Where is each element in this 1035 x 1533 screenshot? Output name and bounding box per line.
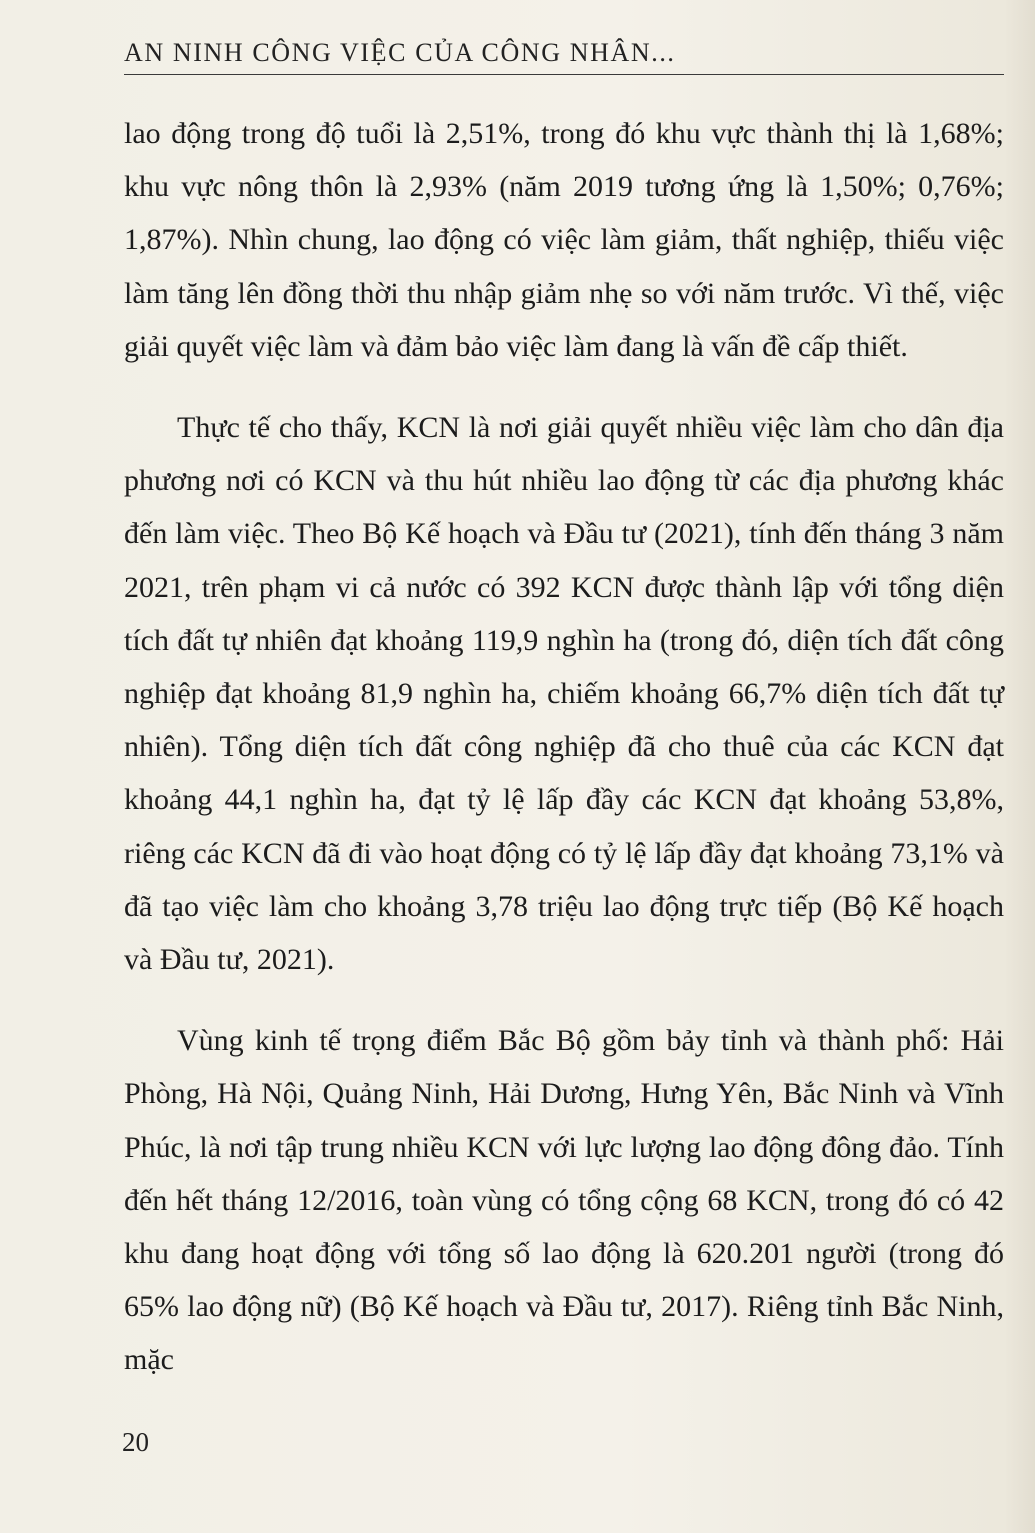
paragraph-continuation: lao động trong độ tuổi là 2,51%, trong đó khu vực thành thị là 1,68%; khu vực nông thôn là 2,93% (năm 2019 tương ứng là 1,50%; 0,76%; 1,87%). Nhìn chung, lao động có việc làm giảm, thất nghiệp, thiếu việc làm tăng lên đồng thời thu nhập giảm nhẹ so với năm trước. Vì thế, việc giải quyết việc làm và đảm bảo việc làm đang là vấn đề cấp thiết.: [124, 117, 1004, 363]
body-text: [124, 107, 1004, 1387]
paragraph-industrial-zones: Thực tế cho thấy, KCN là nơi giải quyết nhiều việc làm cho dân địa phương nơi có KCN và thu hút nhiều lao động từ các địa phương khác đến làm việc. Theo Bộ Kế hoạch và Đầu tư (2021), tính đến tháng 3 năm 2021, trên phạm vi cả nước có 392 KCN được thành lập với tổng diện tích đất tự nhiên đạt khoảng 119,9 nghìn ha (trong đó, diện tích đất công nghiệp đạt khoảng 81,9 nghìn ha, chiếm khoảng 66,7% diện tích đất tự nhiên). Tổng diện tích đất công nghiệp đã cho thuê của các KCN đạt khoảng 44,1 nghìn ha, đạt tỷ lệ lấp đầy các KCN đạt khoảng 53,8%, riêng các KCN đã đi vào hoạt động có tỷ lệ lấp đầy đạt khoảng 73,1% và đã tạo việc làm cho khoảng 3,78 triệu lao động trực tiếp (Bộ Kế hoạch và Đầu tư, 2021).: [124, 411, 1004, 977]
header-rule: [124, 74, 1004, 75]
page-number: 20: [122, 1427, 149, 1457]
paragraph-northern-key-economic-region: Vùng kinh tế trọng điểm Bắc Bộ gồm bảy tỉnh và thành phố: Hải Phòng, Hà Nội, Quảng Ninh, Hải Dương, Hưng Yên, Bắc Ninh và Vĩnh Phúc, là nơi tập trung nhiều KCN với lực lượng lao động đông đảo. Tính đến hết tháng 12/2016, toàn vùng có tổng cộng 68 KCN, trong đó có 42 khu đang hoạt động với tổng số lao động là 620.201 người (trong đó 65% lao động nữ) (Bộ Kế hoạch và Đầu tư, 2017). Riêng tỉnh Bắc Ninh, mặc: [124, 1024, 1004, 1377]
running-header: AN NINH CÔNG VIỆC CỦA CÔNG NHÂN...: [124, 38, 676, 67]
